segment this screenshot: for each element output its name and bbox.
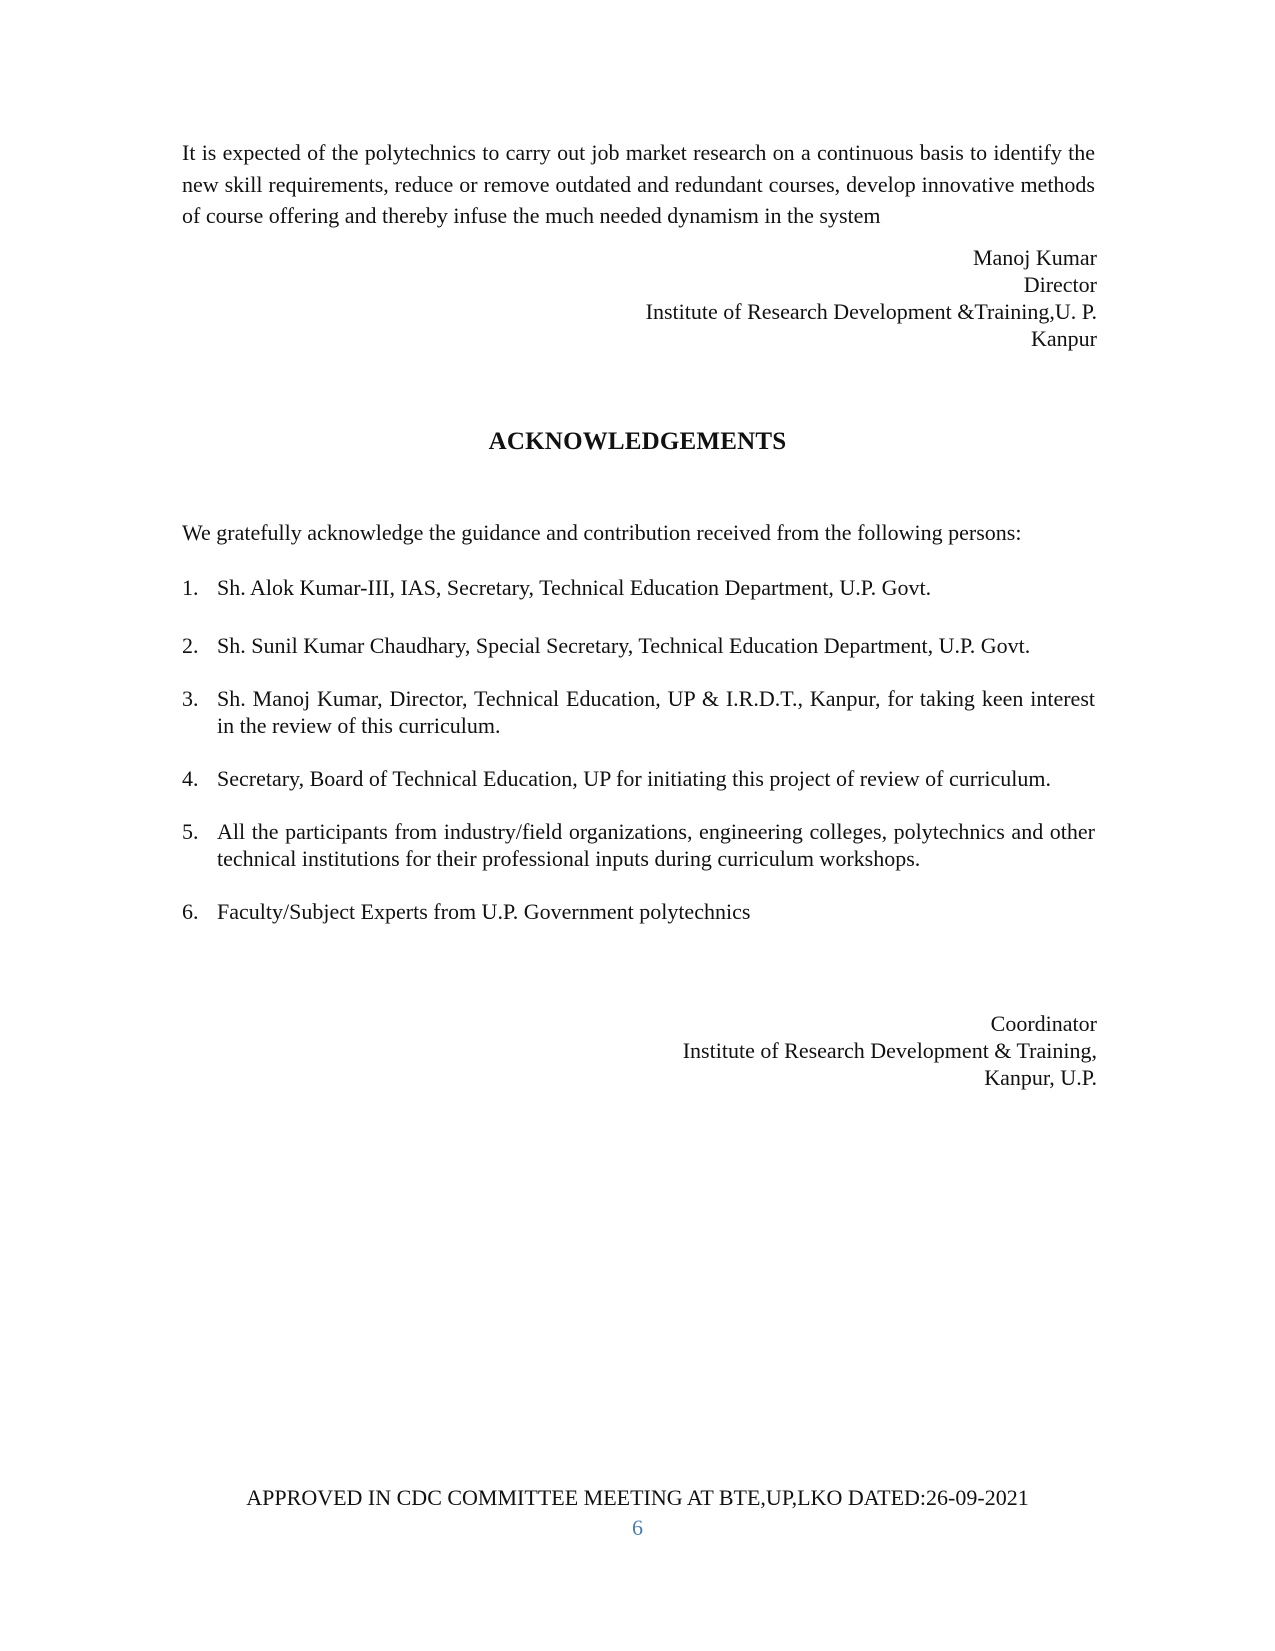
director-signature-block	[646, 244, 1097, 352]
director-designation: Director	[1023, 272, 1097, 297]
acknowledgement-item	[182, 685, 1095, 739]
item-text: Sh. Sunil Kumar Chaudhary, Special Secretary, Technical Education Department, U.P. Govt.	[217, 633, 1031, 658]
intro-paragraph: It is expected of the polytechnics to carry out job market research on a continuous basis to identify the new skill requirements, reduce or remove outdated and redundant courses, develop innovative methods of course offering and thereby infuse the much needed dynamism in the system	[182, 140, 1095, 228]
acknowledgement-item	[182, 818, 1095, 872]
approval-footer: APPROVED IN CDC COMMITTEE MEETING AT BTE,UP,LKO DATED:26-09-2021	[246, 1485, 1029, 1510]
item-text: Sh. Manoj Kumar, Director, Technical Education, UP & I.R.D.T., Kanpur, for taking keen interest in the review of this curriculum.	[217, 686, 1095, 738]
item-number: 5.	[182, 819, 199, 844]
coordinator-institute: Institute of Research Development & Training,	[682, 1038, 1097, 1063]
acknowledgements-intro: We gratefully acknowledge the guidance and contribution received from the following persons:	[182, 520, 1022, 545]
item-text: Sh. Alok Kumar-III, IAS, Secretary, Technical Education Department, U.P. Govt.	[217, 575, 932, 600]
acknowledgement-item	[182, 574, 1095, 601]
coordinator-title: Coordinator	[990, 1011, 1097, 1036]
item-text: Faculty/Subject Experts from U.P. Government polytechnics	[217, 899, 751, 924]
item-text: Secretary, Board of Technical Education, UP for initiating this project of review of curriculum.	[217, 766, 1051, 791]
director-city: Kanpur	[1031, 326, 1097, 351]
acknowledgement-item	[182, 632, 1095, 659]
item-number: 3.	[182, 686, 199, 711]
coordinator-location: Kanpur, U.P.	[984, 1065, 1097, 1090]
item-number: 1.	[182, 575, 199, 600]
acknowledgement-item	[182, 898, 1095, 925]
director-institute: Institute of Research Development &Training,U. P.	[645, 299, 1097, 324]
item-number: 2.	[182, 633, 199, 658]
item-number: 4.	[182, 766, 199, 791]
acknowledgements-heading: ACKNOWLEDGEMENTS	[488, 428, 787, 455]
director-name: Manoj Kumar	[972, 245, 1097, 270]
item-text: All the participants from industry/field organizations, engineering colleges, polytechnics and other technical institutions for their professional inputs during curriculum workshops.	[217, 819, 1095, 871]
coordinator-signature-block	[683, 1010, 1097, 1091]
acknowledgement-item	[182, 765, 1095, 792]
page-number: 6	[632, 1515, 643, 1540]
item-number: 6.	[182, 899, 199, 924]
